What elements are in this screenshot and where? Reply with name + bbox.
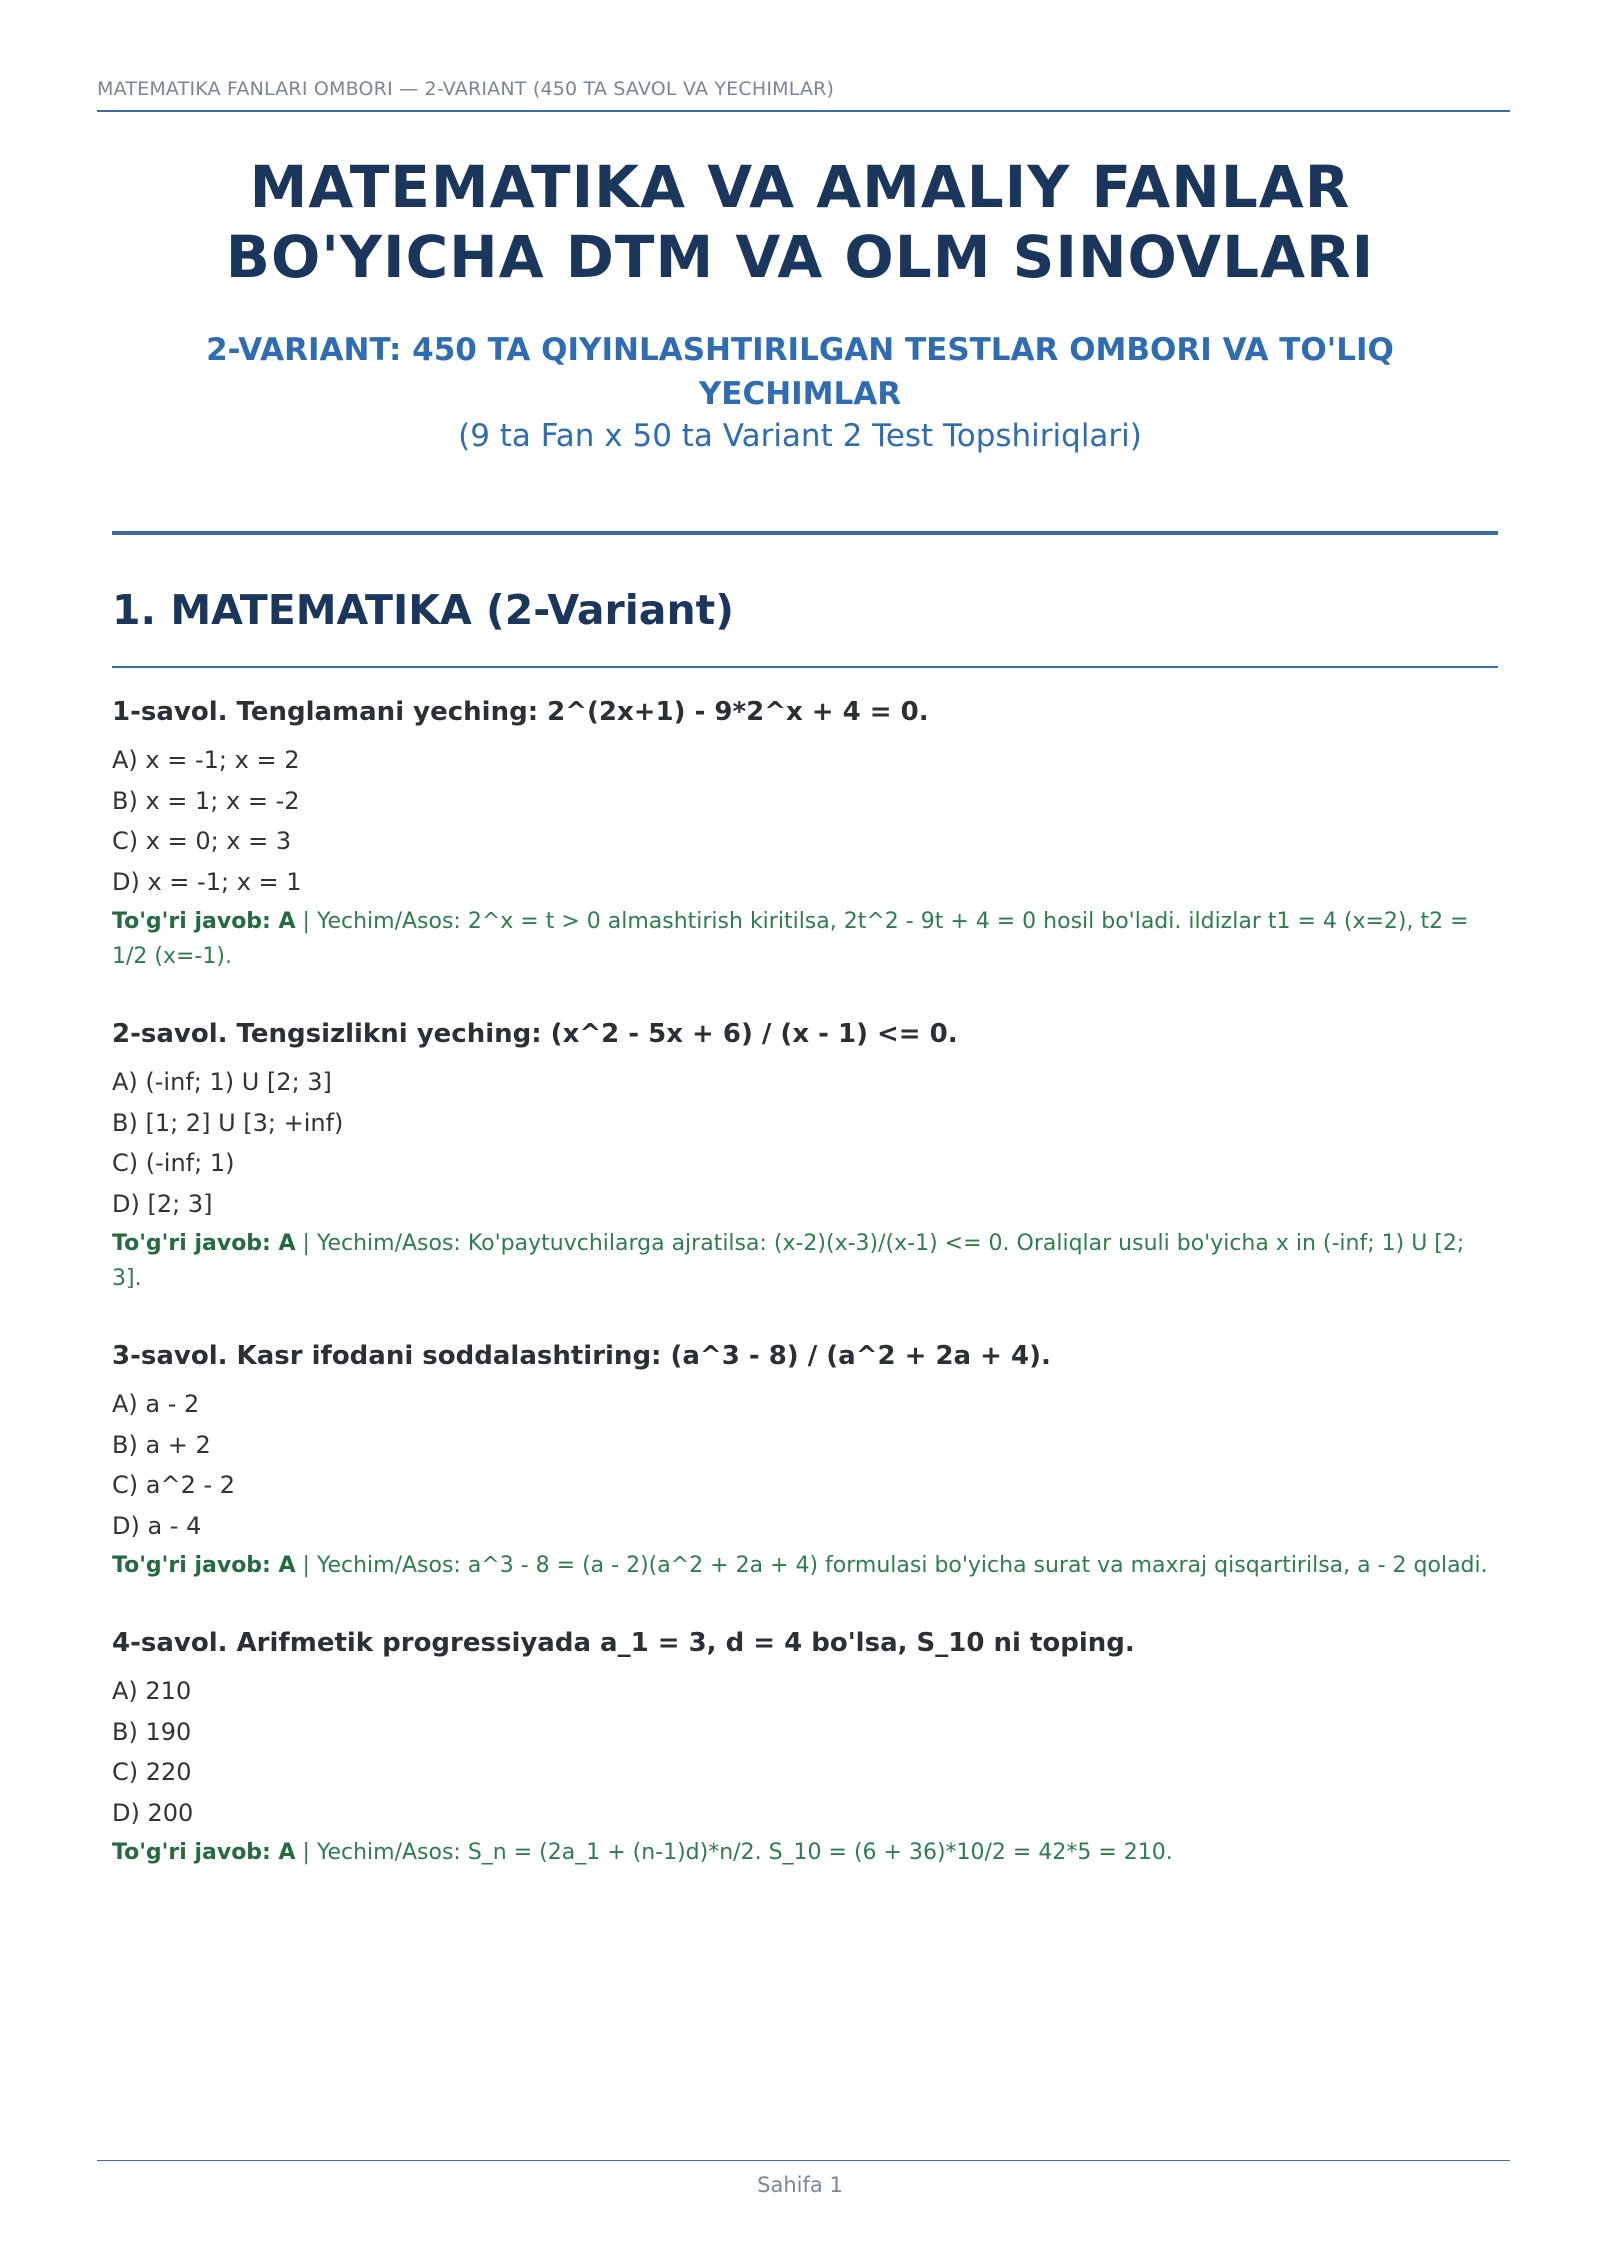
- question-item: [112, 1014, 1498, 1296]
- question-list: [112, 692, 1498, 1910]
- answer-option: C) a^2 - 2: [112, 1471, 236, 1499]
- page-subtitle: 2-VARIANT: 450 TA QIYINLASHTIRILGAN TESTLAR OMBORI VA TO'LIQ YECHIMLAR: [206, 332, 1394, 412]
- section-divider: [112, 666, 1498, 668]
- answer-option: A) 210: [112, 1677, 192, 1705]
- header-divider: [97, 110, 1510, 112]
- question-text: 2-savol. Tengsizlikni yeching: (x^2 - 5x + 6) / (x - 1) <= 0.: [112, 1019, 958, 1049]
- footer-divider: [97, 2160, 1510, 2161]
- solution-text: [112, 904, 1498, 974]
- question-item: [112, 1336, 1498, 1583]
- solution-text: [112, 1835, 1498, 1870]
- answer-option: D) [2; 3]: [112, 1189, 213, 1218]
- answer-option: D) a - 4: [112, 1511, 202, 1540]
- solution-explanation: | Yechim/Asos: 2^x = t > 0 almashtirish kiritilsa, 2t^2 - 9t + 4 = 0 hosil bo'ladi. ildizlar t1 = 4 (x=2), t2 = 1/2 (x=-1).: [112, 909, 1469, 969]
- page-title-line-1: MATEMATIKA VA AMALIY FANLAR: [249, 153, 1351, 221]
- answer-option: B) [1; 2] U [3; +inf): [112, 1108, 344, 1137]
- solution-explanation: | Yechim/Asos: Ko'paytuvchilarga ajratilsa: (x-2)(x-3)/(x-1) <= 0. Oraliqlar usuli bo'yicha x in (-inf; 1) U [2; 3].: [112, 1231, 1465, 1291]
- correct-answer-label: To'g'ri javob: A: [112, 909, 296, 934]
- solution-explanation: | Yechim/Asos: a^3 - 8 = (a - 2)(a^2 + 2a + 4) formulasi bo'yicha surat va maxraj qisqartirilsa, a - 2 qoladi.: [295, 1553, 1488, 1578]
- answer-option: B) x = 1; x = -2: [112, 786, 300, 815]
- question-text: 1-savol. Tenglamani yeching: 2^(2x+1) - 9*2^x + 4 = 0.: [112, 697, 929, 727]
- question-text: 4-savol. Arifmetik progressiyada a_1 = 3, d = 4 bo'lsa, S_10 ni toping.: [112, 1628, 1135, 1658]
- answer-option: D) 200: [112, 1798, 194, 1827]
- answer-option: B) 190: [112, 1717, 192, 1746]
- page-title-line-2: BO'YICHA DTM VA OLM SINOVLARI: [225, 223, 1375, 291]
- solution-text: [112, 1548, 1498, 1583]
- question-text: 3-savol. Kasr ifodani soddalashtiring: (a^3 - 8) / (a^2 + 2a + 4).: [112, 1341, 1051, 1371]
- answer-option: A) (-inf; 1) U [2; 3]: [112, 1068, 332, 1096]
- answer-option: D) x = -1; x = 1: [112, 867, 302, 896]
- answer-option: C) 220: [112, 1758, 192, 1786]
- page-subsubtitle: (9 ta Fan x 50 ta Variant 2 Test Topshiriqlari): [458, 418, 1142, 454]
- question-item: [112, 692, 1498, 974]
- correct-answer-label: To'g'ri javob: A: [112, 1840, 296, 1865]
- answer-option: B) a + 2: [112, 1430, 211, 1459]
- correct-answer-label: To'g'ri javob: A: [112, 1231, 296, 1256]
- solution-text: [112, 1226, 1498, 1296]
- answer-option: C) (-inf; 1): [112, 1149, 235, 1177]
- solution-explanation: | Yechim/Asos: S_n = (2a_1 + (n-1)d)*n/2. S_10 = (6 + 36)*10/2 = 42*5 = 210.: [295, 1840, 1173, 1865]
- title-divider: [112, 531, 1498, 535]
- question-item: [112, 1623, 1498, 1870]
- page-title: [0, 152, 1600, 292]
- answer-option: C) x = 0; x = 3: [112, 827, 292, 855]
- answer-option: A) x = -1; x = 2: [112, 746, 300, 774]
- running-header: MATEMATIKA FANLARI OMBORI — 2-VARIANT (450 TA SAVOL VA YECHIMLAR): [97, 78, 835, 100]
- correct-answer-label: To'g'ri javob: A: [112, 1553, 296, 1578]
- answer-option: A) a - 2: [112, 1390, 200, 1418]
- page-number: Sahifa 1: [757, 2173, 843, 2197]
- section-title: 1. MATEMATIKA (2-Variant): [112, 586, 734, 634]
